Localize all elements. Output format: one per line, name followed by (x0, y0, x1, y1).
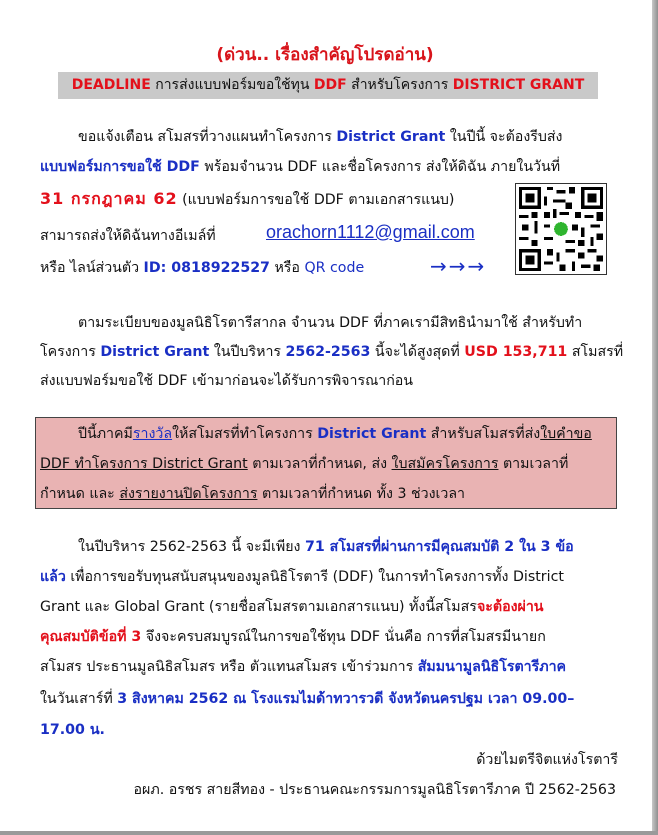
para1-due-date: 31 กรกฎาคม 62 (40, 189, 178, 208)
para1-line1 (78, 127, 562, 147)
para3-line3 (40, 597, 544, 617)
para2-line1 (78, 313, 582, 333)
para3-qualification: คุณสมบัติข้อที่ 3 (40, 629, 142, 645)
para3-must-pass: จะต้องผ่าน (476, 599, 544, 615)
box-text: ปีนี้ภาคมี (78, 426, 133, 442)
para3-club-count: 71 สโมสรที่ผ่านการมีคุณสมบัติ 2 ใน 3 ข้อ (305, 539, 574, 555)
para2-text: สโมสรที่ (567, 344, 624, 360)
para3-line1 (78, 537, 574, 557)
para1-form-name: แบบฟอร์มการขอใช้ DDF (40, 159, 200, 175)
para3-text: Grant และ Global Grant (รายชื่อสโมสรตามเอกสารแนบ) ทั้งนี้สโมสร (40, 599, 477, 615)
para3-line7 (40, 720, 105, 740)
para2-text: ส่งแบบฟอร์มขอใช้ DDF เข้ามาก่อนจะได้รับการพิจารณาก่อน (40, 373, 414, 389)
para2-text: นี้จะได้สูงสุดที่ (370, 344, 465, 360)
box-application: ใบสมัครโครงการ (391, 456, 499, 472)
para3-event-time: 17.00 น. (40, 722, 105, 738)
para2-text: ในปีบริหาร (209, 344, 286, 360)
para1-email-wrap (266, 222, 475, 244)
line-id: ID: 0818922527 (143, 260, 270, 276)
email-link[interactable]: orachorn1112@gmail.com (266, 222, 475, 242)
arrow-right-icon: →→→ (430, 254, 487, 278)
box-line1 (78, 424, 592, 444)
box-request: ใบคำขอ (540, 426, 592, 442)
arrows-wrap (430, 256, 486, 279)
para3-line4 (40, 627, 546, 647)
para1-text: ในปีนี้ จะต้องรีบส่ง (445, 129, 563, 145)
para3-seminar: สัมมนามูลนิธิโรตารีภาค (417, 659, 567, 675)
para1-line4 (40, 226, 216, 246)
para2-text: โครงการ (40, 344, 101, 360)
box-ddf-request: DDF ทำโครงการ District Grant (40, 456, 248, 472)
box-district-grant: District Grant (317, 426, 427, 442)
para3-text: สโมสร ประธานมูลนิธิสโมสร หรือ ตัวแทนสโมสร เข้าร่วมการ (40, 659, 418, 675)
deadline-grant: DISTRICT GRANT (452, 77, 585, 93)
para1-text: พร้อมจำนวน DDF และชื่อโครงการ ส่งให้ดิฉัน ภายในวันที่ (199, 159, 561, 175)
qr-code-icon (515, 183, 607, 275)
box-text: ตามเวลาที่กำหนด ทั้ง 3 ช่วงเวลา (257, 486, 465, 502)
para3-text-blue: แล้ว (40, 569, 66, 585)
box-line2 (40, 454, 568, 474)
para3-line5 (40, 657, 566, 677)
deadline-text: การส่งแบบฟอร์มขอใช้ทุน (150, 77, 314, 93)
page-edge-bottom (0, 831, 658, 835)
sign-closing: ด้วยไมตรีจิตแห่งโรตารี (476, 752, 618, 768)
qr-code-label: QR code (304, 260, 365, 276)
para3-event-date: 3 สิงหาคม 2562 ณ โรงแรมไมด้าทวารวดี จังหวัดนครปฐม เวลา 09.00– (117, 691, 575, 707)
box-text: ตามเวลาที่ (498, 456, 569, 472)
box-report: ส่งรายงานปิดโครงการ (119, 486, 258, 502)
page-edge-right (652, 0, 658, 835)
deadline-ddf: DDF (313, 77, 347, 93)
deadline-banner (58, 72, 598, 99)
document-title: (ด่วน.. เรื่องสำคัญโปรดอ่าน) (216, 45, 434, 65)
para3-text: ในวันเสาร์ที่ (40, 691, 118, 707)
box-text: ตามเวลาที่กำหนด, ส่ง (247, 456, 392, 472)
deadline-label: DEADLINE (71, 77, 151, 93)
box-award: รางวัล (132, 426, 173, 442)
para1-text: หรือ ไลน์ส่วนตัว (40, 260, 144, 276)
box-text: สำหรับสโมสรที่ส่ง (426, 426, 541, 442)
para2-amount: USD 153,711 (464, 344, 568, 360)
para1-text: หรือ (269, 260, 305, 276)
para2-district-grant: District Grant (100, 344, 210, 360)
para2-line3 (40, 371, 413, 391)
para1-text: ขอแจ้งเตือน สโมสรที่วางแผนทำโครงการ (78, 129, 337, 145)
para1-district-grant: District Grant (336, 129, 446, 145)
para3-text: เพื่อการขอรับทุนสนับสนุนของมูลนิธิโรตารี (DDF) ในการทำโครงการทั้ง District (65, 569, 564, 585)
deadline-text2: สำหรับโครงการ (346, 77, 453, 93)
para3-line2 (40, 567, 564, 587)
para3-text: จึงจะครบสมบูรณ์ในการขอใช้ทุน DDF นั่นคือ การที่สโมสรมีนายก (141, 629, 546, 645)
para3-line6 (40, 689, 574, 709)
box-text: ให้สโมสรที่ทำโครงการ (172, 426, 318, 442)
para1-text: สามารถส่งให้ดิฉันทางอีเมล์ที่ (40, 228, 216, 244)
para3-text: ในปีบริหาร 2562-2563 นี้ จะมีเพียง (78, 539, 305, 555)
para1-text: (แบบฟอร์มการขอใช้ DDF ตามเอกสารแนบ) (177, 192, 455, 208)
box-text: กำหนด และ (40, 486, 120, 502)
para1-line5 (40, 258, 364, 278)
para1-line2 (40, 157, 560, 177)
para2-line2 (40, 342, 623, 362)
box-line3 (40, 484, 465, 504)
para2-year: 2562-2563 (285, 344, 371, 360)
para1-line3 (40, 189, 454, 210)
para2-text: ตามระเบียบของมูลนิธิโรตารีสากล จำนวน DDF ที่ภาคเรามีสิทธินำมาใช้ สำหรับทำ (78, 315, 583, 331)
sign-name: อผภ. อรชร สายสีทอง - ประธานคณะกรรมการมูลนิธิโรตารีภาค ปี 2562-2563 (133, 782, 616, 798)
